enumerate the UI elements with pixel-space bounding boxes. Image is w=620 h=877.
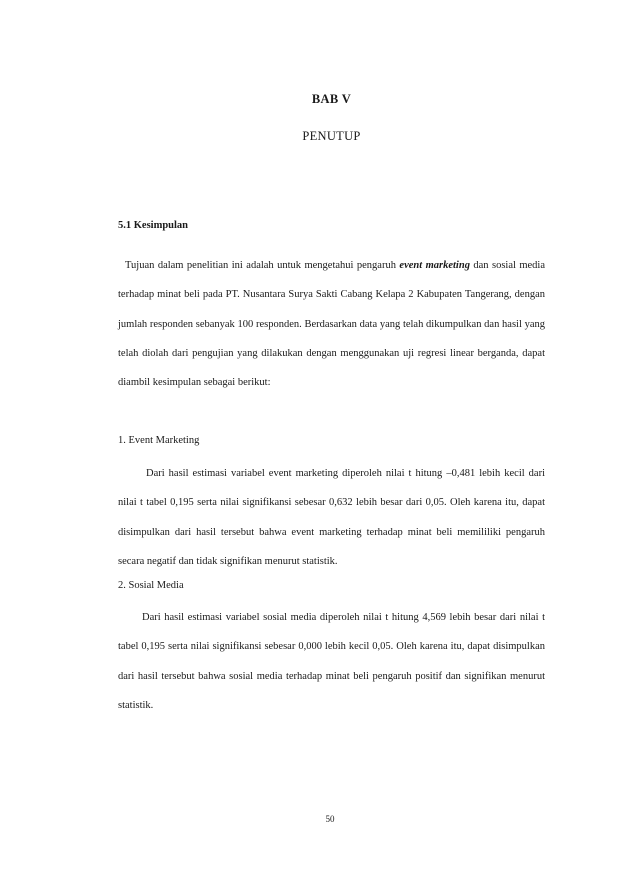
intro-paragraph <box>118 251 545 397</box>
section-heading: 5.1 Kesimpulan <box>118 220 189 231</box>
intro-emphasis: event marketing <box>399 260 470 271</box>
point-1-heading: 1. Event Marketing <box>118 435 200 446</box>
intro-text-end: dan sosial media terhadap minat beli pada PT. Nusantara Surya Sakti Cabang Kelapa 2 Kabupaten Tangerang, dengan jumlah responden sebanyak 100 responden. Berdasarkan data yang telah dikumpulkan dan hasil yang telah diolah dari pengujian yang dilakukan dengan menggunakan uji regresi linear berganda, dapat diambil kesimpulan sebagai berikut: <box>118 260 546 389</box>
chapter-number: BAB V <box>311 92 352 106</box>
chapter-title: PENUTUP <box>302 129 361 143</box>
point-2-heading: 2. Sosial Media <box>118 580 184 591</box>
point-2-paragraph: Dari hasil estimasi variabel sosial media diperoleh nilai t hitung 4,569 lebih besar dari nilai t tabel 0,195 serta nilai signifikansi sebesar 0,000 lebih kecil 0,05. Oleh karena itu, dapat disimpulkan dari hasil tersebut bahwa sosial media terhadap minat beli pengaruh positif dan signifikan menurut statistik. <box>118 612 545 711</box>
point-1-paragraph: Dari hasil estimasi variabel event marketing diperoleh nilai t hitung –0,481 lebih kecil dari nilai t tabel 0,195 serta nilai signifikansi sebesar 0,632 lebih besar dari 0,05. Oleh karena itu, dapat disimpulkan dari hasil tersebut bahwa event marketing terhadap minat beli memililiki pengaruh secara negatif dan tidak signifikan menurut statistik. <box>118 468 545 567</box>
intro-text-start: Tujuan dalam penelitian ini adalah untuk mengetahui pengaruh <box>125 260 400 271</box>
page-number: 50 <box>325 814 335 824</box>
